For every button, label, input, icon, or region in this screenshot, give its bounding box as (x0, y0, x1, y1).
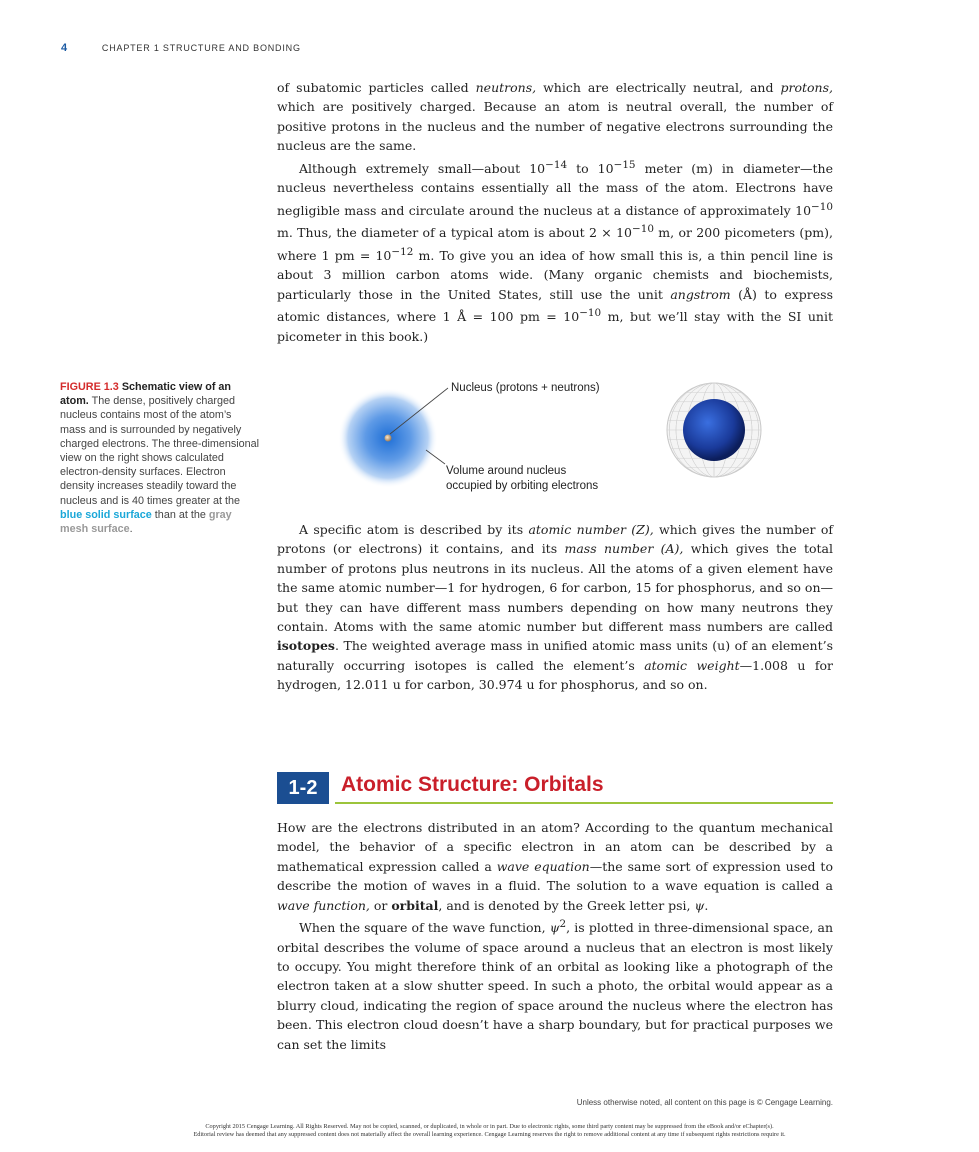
blue-solid-surface (683, 399, 745, 461)
section-number: 1-2 (277, 772, 329, 804)
body-text-block-1 (277, 78, 833, 346)
nucleus-label: Nucleus (protons + neutrons) (451, 382, 600, 394)
paragraph: How are the electrons distributed in an atom? According to the quantum mechanical model, the behavior of a specific electron in an atom can be described by a mathematical expression called a wave equation—the same sort of expression used to describe the motion of waves in a fluid. The solution to a wave equation is called a wave function, or orbital, and is denoted by the Greek letter psi, ψ. (277, 820, 833, 913)
copyright-line-2: Editorial review has deemed that any suppressed content does not materially affect the overall learning experience. Cengage Learning reserves the right to remove additional content at any time if subsequent rights restrictions require it. (193, 1131, 786, 1138)
electron-density-model (667, 383, 761, 477)
paragraph: of subatomic particles called neutrons, which are electrically neutral, and protons, which are positively charged. Because an atom is neutral overall, the number of positive protons in the nucleus and the number of negative electrons surrounding the nucleus are the same. (277, 80, 833, 154)
volume-label-line-2: occupied by orbiting electrons (446, 480, 599, 492)
atom-figure (300, 370, 840, 510)
body-text-block-2 (277, 520, 833, 695)
rights-notice: Unless otherwise noted, all content on this page is © Cengage Learning. (576, 1098, 833, 1107)
chapter-title: CHAPTER 1 STRUCTURE AND BONDING (101, 43, 301, 53)
nucleus (385, 435, 392, 442)
page-number: 4 (61, 42, 68, 54)
section-title: Atomic Structure: Orbitals (341, 773, 604, 796)
section-heading (277, 768, 833, 804)
section-rule (335, 802, 833, 804)
volume-label-line-1: Volume around nucleus (446, 465, 567, 477)
paragraph: Although extremely small—about $10^{-14}$ to $10^{-15}$ meter (m) in diameter—the nucleus nevertheless contains essentially all the mass of the atom. Electrons have negligible mass and circulate around the nucleus at a distance of approximately $10^{-10}$ m. Thus, the diameter of a typical atom is about $2 \times 10^{-10}$ m, or 200 picometers (pm), where 1 pm = $10^{-12}$ m. To give you an idea of how small this is, a thin pencil line is about 3 million carbon atoms wide. (Many organic chemists and biochemists, particularly those in the United States, still use the unit angstrom (Å) to express atomic distances, where 1 Å = 100 pm = $10^{-10}$ m, but we’ll stay with the SI unit picometer in this book.) (277, 158, 834, 344)
body-text-block-3 (277, 818, 833, 1054)
copyright-line-1: Copyright 2015 Cengage Learning. All Rights Reserved. May not be copied, scanned, or duplicated, in whole or in part. Due to electronic rights, some third party content may be suppressed from the eBook and/or eChapter(s). (205, 1123, 774, 1130)
paragraph: A specific atom is described by its atomic number (Z), which gives the number of protons (or electrons) it contains, and its mass number (A), which gives the total number of protons plus neutrons in its nucleus. All the atoms of a given element have the same atomic number—1 for hydrogen, 6 for carbon, 15 for phosphorus, and so on—but they can have different mass numbers depending on how many neutrons they contain. Atoms with the same atomic number but different mass numbers are called isotopes. The weighted average mass in unified atomic mass units (u) of an element’s naturally occurring isotopes is called the element’s atomic weight—1.008 u for hydrogen, 12.011 u for carbon, 30.974 u for phosphorus, and so on. (277, 522, 834, 693)
figure-caption: FIGURE 1.3 Schematic view of an atom. The dense, positively charged nucleus contains most of the atom’s mass and is surrounded by negatively charged electrons. The three-dimensional view on the right shows calculated electron-density surfaces. Electron density increases steadily toward the nucleus and is 40 times greater at the blue solid surface than at the gray mesh surface. (60, 381, 260, 536)
atom-figure-svg (300, 370, 840, 510)
paragraph: When the square of the wave function, $\psi^2$, is plotted in three-dimensional space, an orbital describes the volume of space around a nucleus that an electron is most likely to occupy. You might therefore think of an orbital as looking like a photograph of the electron taken at a slow shutter speed. In such a photo, the orbital would appear as a blurry cloud, indicating the region of space around the nucleus where the electron has been. This electron cloud doesn’t have a sharp boundary, but for practical purposes we can set the limits (277, 918, 833, 1052)
running-header (61, 42, 301, 54)
copyright-notice (0, 1123, 979, 1139)
